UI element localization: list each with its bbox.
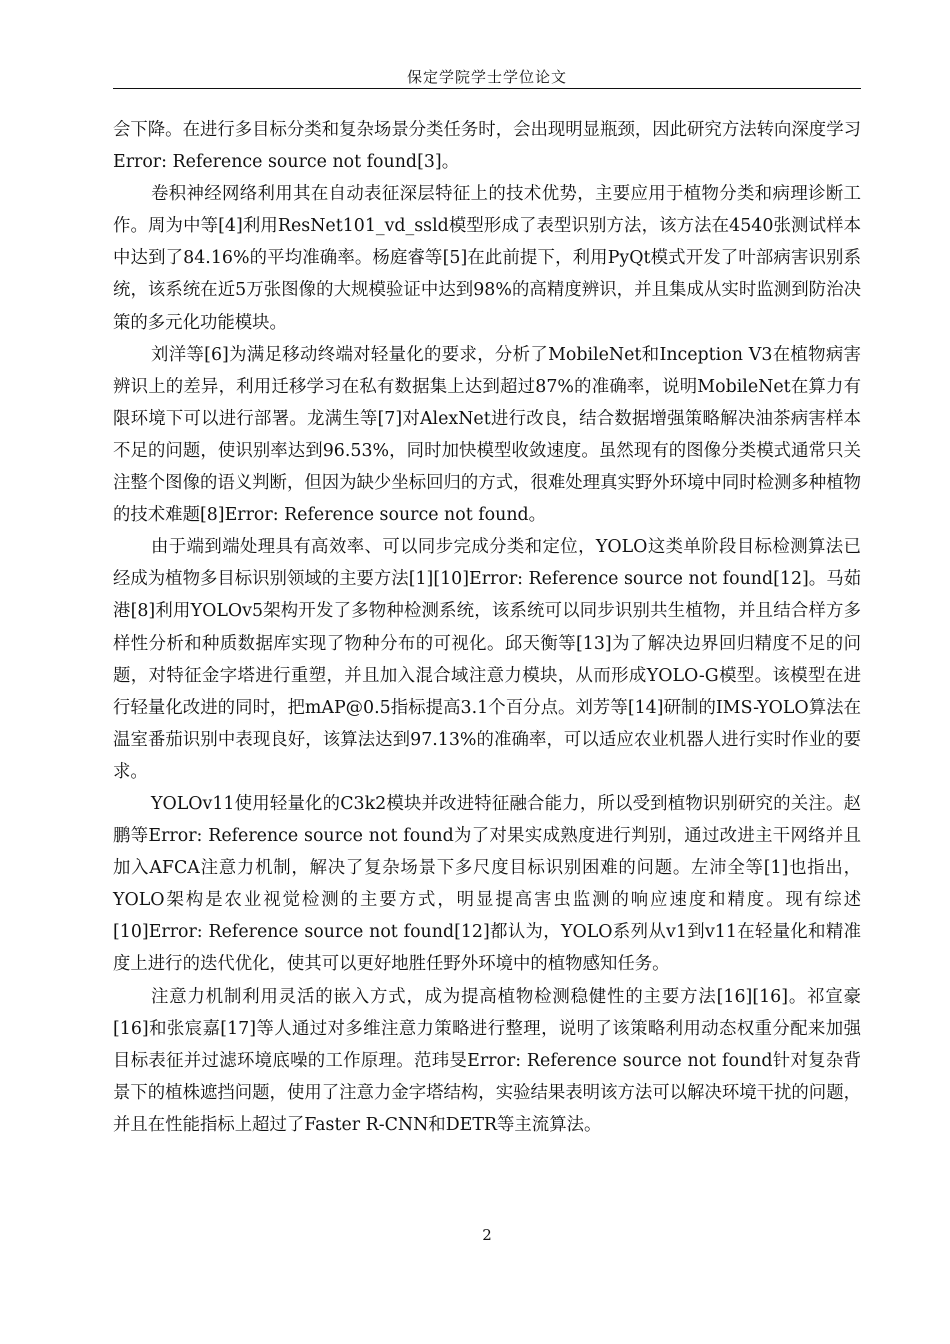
- paragraph-5: YOLOv11使用轻量化的C3k2模块并改进特征融合能力，所以受到植物识别研究的关注。赵鹏等Error: Reference source not found为了对果实成熟度进行判别，通过改进主干网络并且加入AFCA注意力机制，解决了复杂场景下多尺度目标识别困难的问题。左沛全等[1]也指出，YOLO架构是农业视觉检测的主要方式，明显提高害虫监测的响应速度和精度。现有综述[10]Error: Reference source not found[12]都认为，YOLO系列从v1到v11在轻量化和精准度上进行的迭代优化，使其可以更好地胜任野外环境中的植物感知任务。: [113, 793, 861, 975]
- header-rule: [113, 88, 861, 89]
- paragraph-4: 由于端到端处理具有高效率、可以同步完成分类和定位，YOLO这类单阶段目标检测算法已经成为植物多目标识别领域的主要方法[1][10]Error: Reference source not found[12]。马茹港[8]利用YOLOv5架构开发了多物种检测系统，该系统可以同步识别共生植物，并且结合样方多样性分析和种质数据库实现了物种分布的可视化。邱天衡等[13]为了解决边界回归精度不足的问题，对特征金字塔进行重塑，并且加入混合域注意力模块，从而形成YOLO-G模型。该模型在进行轻量化改进的同时，把mAP@0.5指标提高3.1个百分点。刘芳等[14]研制的IMS-YOLO算法在温室番茄识别中表现良好，该算法达到97.13%的准确率，可以适应农业机器人进行实时作业的要求。: [113, 537, 861, 782]
- body-text: [113, 114, 861, 1141]
- paragraph-6: 注意力机制利用灵活的嵌入方式，成为提高植物检测稳健性的主要方法[16][16]。祁宣豪[16]和张宸嘉[17]等人通过对多维注意力策略进行整理，说明了该策略利用动态权重分配来加强目标表征并过滤环境底噪的工作原理。范玮旻Error: Reference source not found针对复杂背景下的植株遮挡问题，使用了注意力金字塔结构，实验结果表明该方法可以解决环境干扰的问题，并且在性能指标上超过了Faster R-CNN和DETR等主流算法。: [113, 986, 861, 1135]
- page-number: 2: [482, 1226, 492, 1244]
- paragraph-2: 卷积神经网络利用其在自动表征深层特征上的技术优势，主要应用于植物分类和病理诊断工作。周为中等[4]利用ResNet101_vd_ssld模型形成了表型识别方法，该方法在4540张测试样本中达到了84.16%的平均准确率。杨庭睿等[5]在此前提下，利用PyQt模式开发了叶部病害识别系统，该系统在近5万张图像的大规模验证中达到98%的高精度辨识，并且集成从实时监测到防治决策的多元化功能模块。: [113, 184, 861, 333]
- paragraph-1: 会下降。在进行多目标分类和复杂场景分类任务时，会出现明显瓶颈，因此研究方法转向深度学习Error: Reference source not found[3]。: [113, 120, 861, 173]
- paragraph-3: 刘洋等[6]为满足移动终端对轻量化的要求，分析了MobileNet和Inception V3在植物病害辨识上的差异，利用迁移学习在私有数据集上达到超过87%的准确率，说明MobileNet在算力有限环境下可以进行部署。龙满生等[7]对AlexNet进行改良，结合数据增强策略解决油茶病害样本不足的问题，使识别率达到96.53%，同时加快模型收敛速度。虽然现有的图像分类模式通常只关注整个图像的语义判断，但因为缺少坐标回归的方式，很难处理真实野外环境中同时检测多种植物的技术难题[8]Error: Reference source not found。: [113, 344, 861, 526]
- running-header: 保定学院学士学位论文: [406, 68, 567, 86]
